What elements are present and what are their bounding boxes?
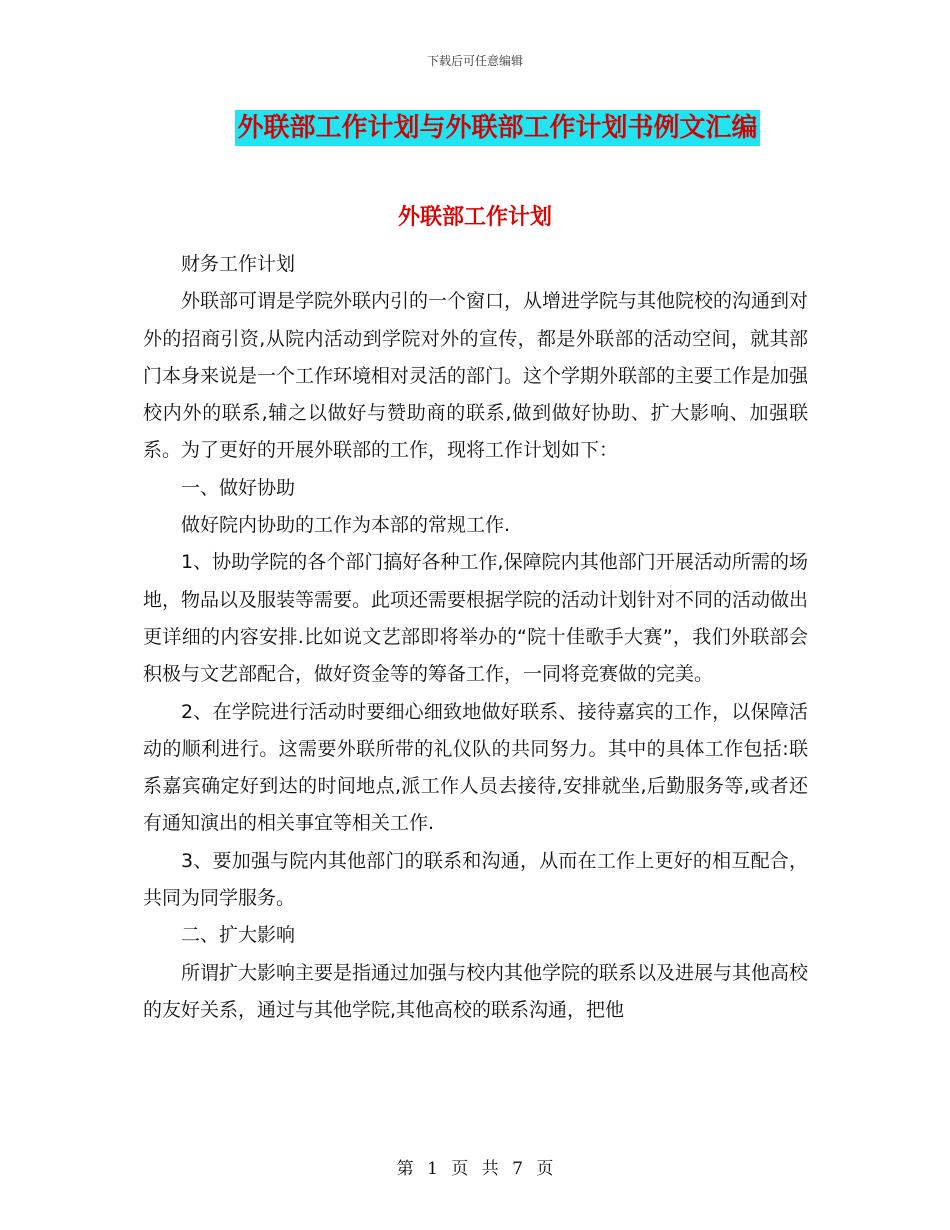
paragraph-heading: 一、做好协助	[181, 476, 296, 499]
paragraph: 3、要加强与院内其他部门的联系和沟通，从而在工作上更好的相互配合，共同为同学服务。	[143, 849, 808, 910]
header-note: 下载后可任意编辑	[426, 54, 523, 68]
document-title-container	[0, 110, 950, 146]
document-body	[143, 246, 808, 1029]
page-footer: 第 1 页 共 7 页	[396, 1159, 554, 1179]
paragraph: 2、在学院进行活动时要细心细致地做好联系、接待嘉宾的工作，以保障活动的顺利进行。这需要外联所带的礼仪队的共同努力。其中的具体工作包括:联系嘉宾确定好到达的时间地点,派工作人员去接待,安排就坐,后勤服务等,或者还有通知演出的相关事宜等相关工作.	[143, 700, 808, 835]
section-title: 外联部工作计划	[397, 205, 552, 230]
paragraph: 外联部可谓是学院外联内引的一个窗口，从增进学院与其他院校的沟通到对外的招商引资,从院内活动到学院对外的宣传，都是外联部的活动空间，就其部门本身来说是一个工作环境相对灵活的部门。这个学期外联部的主要工作是加强校内外的联系,辅之以做好与赞助商的联系,做到做好协助、扩大影响、加强联系。为了更好的开展外联部的工作，现将工作计划如下：	[143, 290, 809, 462]
paragraph: 所谓扩大影响主要是指通过加强与校内其他学院的联系以及进展与其他高校的友好关系，通过与其他学院,其他高校的联系沟通，把他	[143, 961, 809, 1021]
paragraph: 做好院内协助的工作为本部的常规工作.	[181, 514, 511, 537]
paragraph: 财务工作计划	[181, 253, 296, 275]
document-title: 外联部工作计划与外联部工作计划书例文汇编	[235, 110, 759, 146]
paragraph: 1、协助学院的各个部门搞好各种工作,保障院内其他部门开展活动所需的场地，物品以及服装等需要。此项还需要根据学院的活动计划针对不同的活动做出更详细的内容安排.比如说文艺部即将举办的“院十佳歌手大赛”，我们外联部会积极与文艺部配合，做好资金等的筹备工作，一同将竞赛做的完美。	[143, 551, 809, 686]
paragraph-heading: 二、扩大影响	[181, 924, 296, 947]
